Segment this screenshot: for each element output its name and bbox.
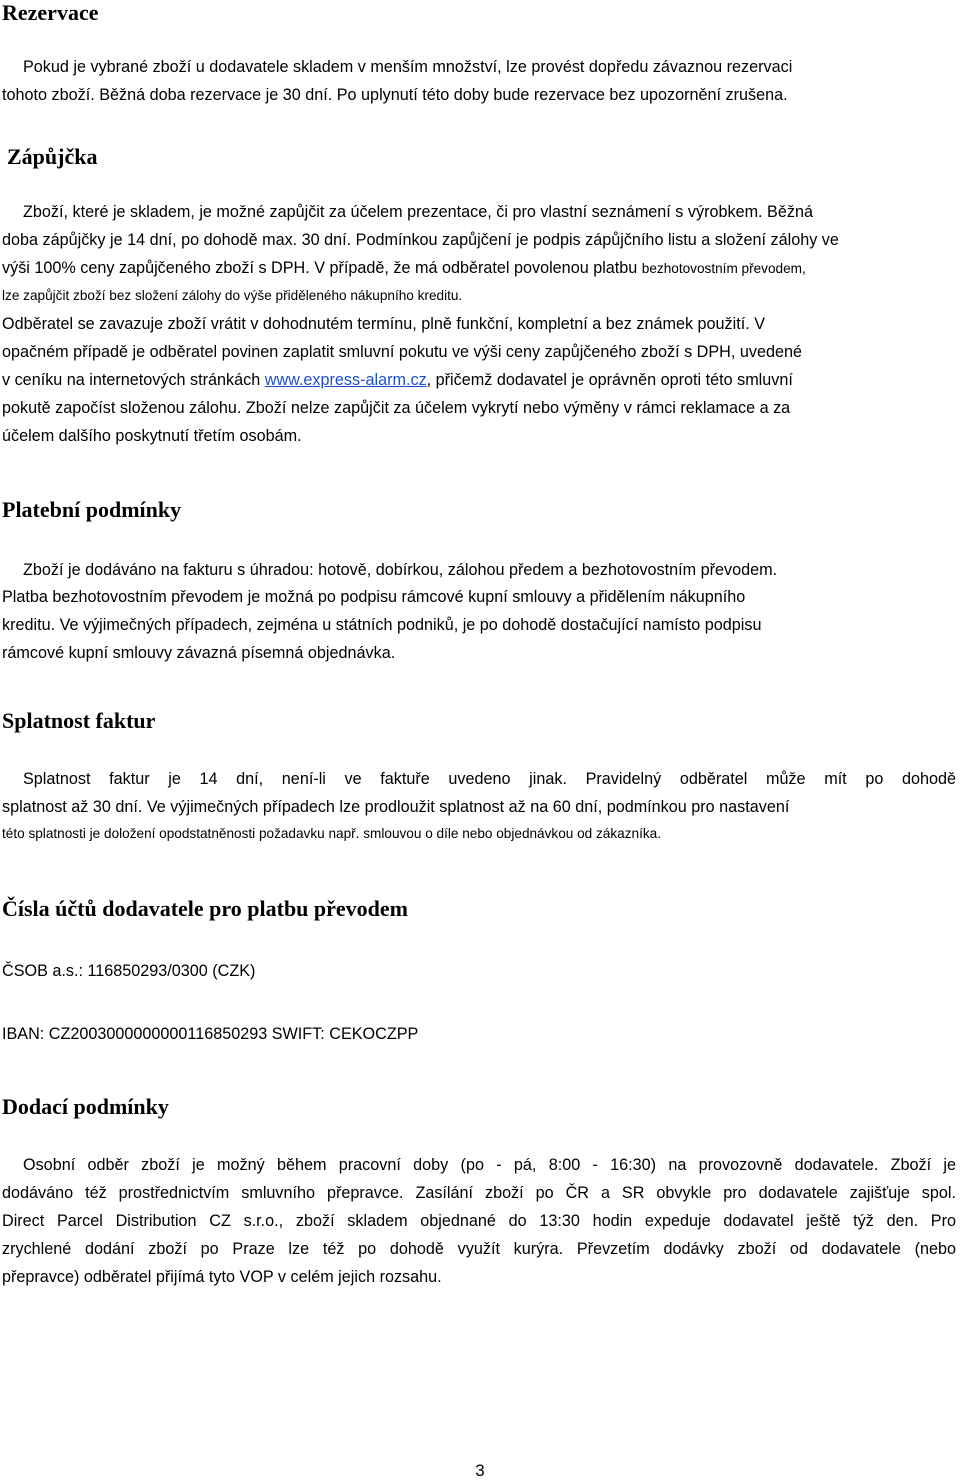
dodaci-line-4: zrychlené dodání zboží po Praze lze též po dohodě využít kurýra. Převzetím dodávky zboží od dodavatele (nebo: [2, 1240, 956, 1258]
page-number: 3: [475, 1461, 485, 1480]
zapujcka-line-7-text: v ceníku na internetových stránkách: [2, 371, 265, 389]
heading-dodaci-podminky: Dodací podmínky: [2, 1094, 169, 1119]
zapujcka-line-1: Zboží, které je skladem, je možné zapůjčit za účelem prezentace, či pro vlastní seznámení s výrobkem. Běžná: [23, 203, 813, 221]
account-iban-swift: IBAN: CZ2003000000000116850293 SWIFT: CEKOCZPP: [2, 1025, 419, 1043]
zapujcka-line-2: doba zápůjčky je 14 dní, po dohodě max. 30 dní. Podmínkou zapůjčení je podpis zápůjčního listu a složení zálohy ve: [2, 231, 839, 249]
platebni-line-1: Zboží je dodáváno na fakturu s úhradou: hotově, dobírkou, zálohou předem a bezhotovostním převodem.: [23, 561, 778, 579]
express-alarm-link-tld: cz: [410, 371, 427, 389]
zapujcka-line-6: opačném případě je odběratel povinen zaplatit smluvní pokutu ve výši ceny zapůjčeného zboží s DPH, uvedené: [2, 343, 802, 361]
heading-platebni-podminky: Platební podmínky: [2, 497, 182, 522]
dodaci-line-3: Direct Parcel Distribution CZ s.r.o., zboží skladem objednané do 13:30 hodin expeduje dodavatel ještě týž den. Pro: [2, 1212, 956, 1230]
platebni-line-2: Platba bezhotovostním převodem je možná po podpisu rámcové kupní smlouvy a přidělením nákupního: [2, 588, 746, 606]
heading-zapujcka: Zápůjčka: [7, 144, 98, 169]
zapujcka-line-3-text: výši 100% ceny zapůjčeného zboží s DPH. V případě, že má odběratel povolenou platbu: [2, 259, 642, 277]
rezervace-line-1: Pokud je vybrané zboží u dodavatele skladem v menším množství, lze provést dopředu závaznou rezervaci: [23, 58, 793, 76]
splatnost-line-3: této splatnosti je doložení opodstatněnosti požadavku např. smlouvou o díle nebo objednávkou od zákazníka.: [2, 826, 661, 841]
zapujcka-line-3: [2, 258, 806, 279]
express-alarm-link-host: www.express-alarm.: [264, 371, 411, 389]
rezervace-line-2: tohoto zboží. Běžná doba rezervace je 30 dní. Po uplynutí této doby bude rezervace bez upozornění zrušena.: [2, 86, 788, 104]
zapujcka-line-3-small: bezhotovostním převodem,: [641, 261, 806, 276]
zapujcka-line-7-rest: , přičemž dodavatel je oprávněn oproti této smluvní: [426, 371, 793, 389]
platebni-line-4: rámcové kupní smlouvy závazná písemná objednávka.: [2, 644, 396, 662]
dodaci-line-1: Osobní odběr zboží je možný během pracovní doby (po - pá, 8:00 - 16:30) na provozovně dodavatele. Zboží je: [23, 1156, 956, 1174]
dodaci-line-5: přepravce) odběratel přijímá tyto VOP v celém jejich rozsahu.: [2, 1268, 442, 1286]
zapujcka-line-5: Odběratel se zavazuje zboží vrátit v dohodnutém termínu, plně funkční, kompletní a bez známek použití. V: [2, 315, 766, 333]
dodaci-line-2: dodáváno též prostřednictvím smluvního přepravce. Zasílání zboží po ČR a SR obvykle pro dodavatele zajišťuje spol.: [2, 1184, 956, 1202]
zapujcka-line-7: [2, 370, 793, 390]
platebni-line-3: kreditu. Ve výjimečných případech, zejména u státních podniků, je po dohodě dostačující namísto podpisu: [2, 616, 762, 634]
heading-splatnost-faktur: Splatnost faktur: [2, 708, 156, 733]
zapujcka-line-9: účelem dalšího poskytnutí třetím osobám.: [2, 427, 302, 445]
account-csob: ČSOB a.s.: 116850293/0300 (CZK): [2, 962, 256, 980]
splatnost-line-2: splatnost až 30 dní. Ve výjimečných případech lze prodloužit splatnost až na 60 dní, podmínkou pro nastavení: [2, 798, 790, 816]
zapujcka-line-8: pokutě započíst složenou zálohu. Zboží nelze zapůjčit za účelem vykrytí nebo výměny v rámci reklamace a za: [2, 399, 791, 417]
splatnost-line-1: Splatnost faktur je 14 dní, není-li ve faktuře uvedeno jinak. Pravidelný odběratel může mít po dohodě: [23, 770, 956, 788]
heading-cisla-uctu: Čísla účtů dodavatele pro platbu převodem: [2, 896, 409, 921]
zapujcka-line-4: lze zapůjčit zboží bez složení zálohy do výše přiděleného nákupního kreditu.: [2, 288, 463, 303]
express-alarm-link[interactable]: [265, 371, 427, 389]
heading-rezervace: Rezervace: [2, 0, 99, 25]
